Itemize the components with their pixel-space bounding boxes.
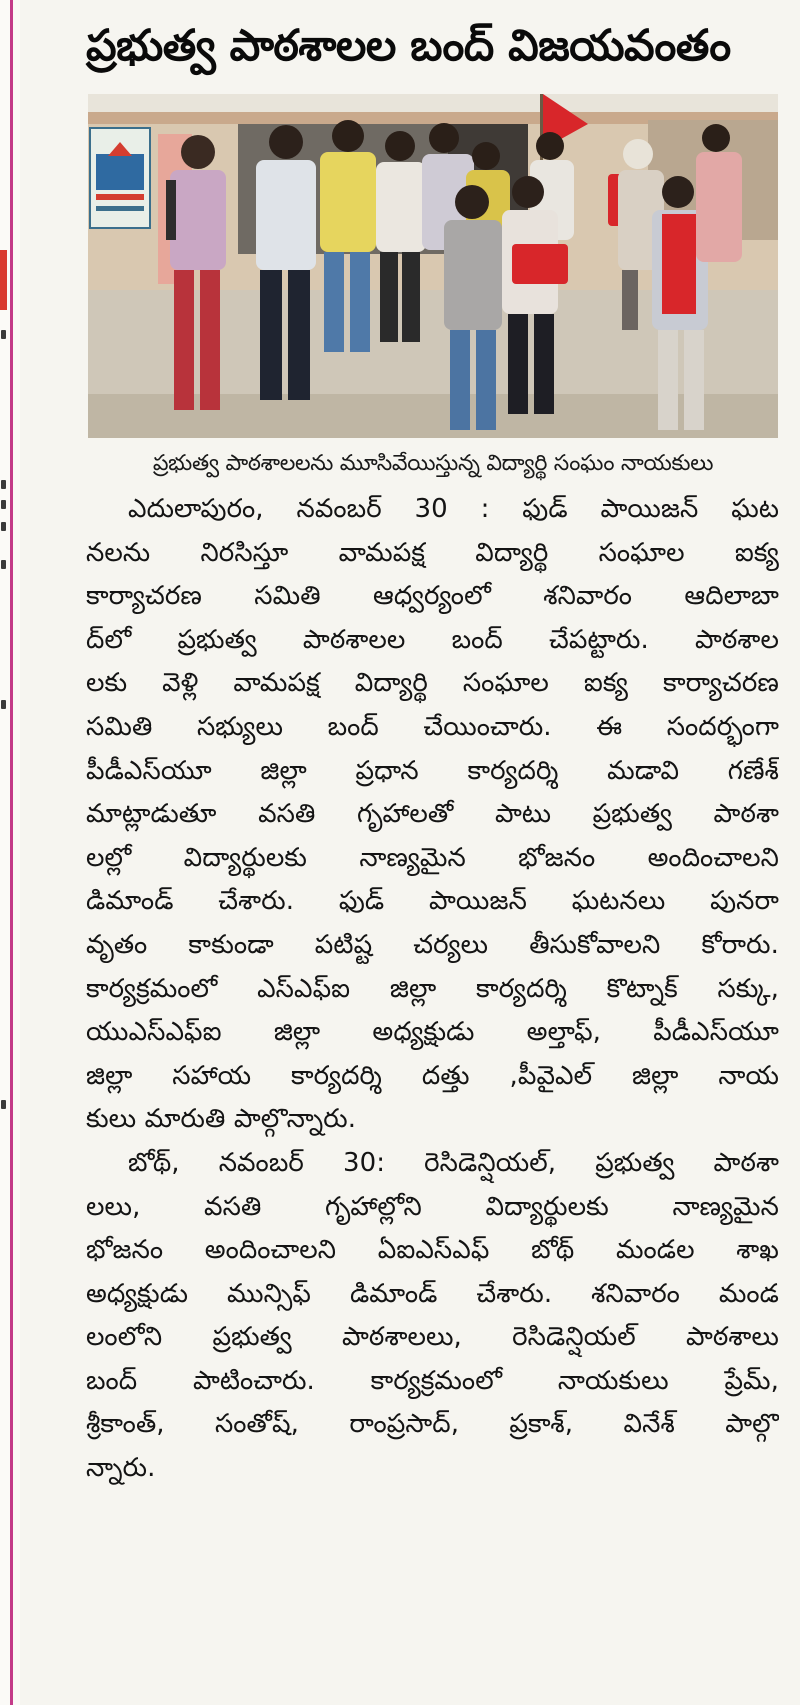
edge-red-mark xyxy=(0,250,7,310)
photo-illustration xyxy=(88,94,778,438)
body-line: డిమాండ్ చేశారు. ఫుడ్ పాయిజన్ ఘటనలు పునరా xyxy=(86,886,779,917)
body-line: పీడీఎస్‌యూ జిల్లా ప్రధాన కార్యదర్శి మడావి గణేశ్ xyxy=(86,755,779,786)
body-line: బోథ్, నవంబర్ 30: రెసిడెన్షియల్, ప్రభుత్వ పాఠశా xyxy=(128,1147,779,1178)
body-line: లకు వెళ్లి వామపక్ష విద్యార్థి సంఘాల ఐక్య కార్యాచరణ xyxy=(86,668,779,699)
news-photo xyxy=(88,94,778,438)
body-line: లంలోని ప్రభుత్వ పాఠశాలలు, రెసిడెన్షియల్ పాఠశాలు xyxy=(86,1322,779,1353)
body-line: ఎదులాపురం, నవంబర్ 30 : ఫుడ్ పాయిజన్ ఘట xyxy=(128,494,779,524)
edge-letter-fragment xyxy=(1,522,6,531)
body-line: జిల్లా సహాయ కార్యదర్శి దత్తు ,పీవైఎల్ జిల్లా నాయ xyxy=(86,1060,779,1091)
article-body xyxy=(86,488,779,1491)
body-line: లలు, వసతి గృహాల్లోని విద్యార్థులకు నాణ్యమైన xyxy=(86,1191,779,1222)
edge-letter-fragment xyxy=(1,560,6,569)
body-line: ద్‌లో ప్రభుత్వ పాఠశాలల బంద్ చేపట్టారు. పాఠశాల xyxy=(86,624,779,655)
body-line: న్నారు. xyxy=(86,1453,156,1484)
edge-letter-fragment xyxy=(1,1100,6,1109)
body-line: అధ్యక్షుడు మున్సిఫ్ డిమాండ్ చేశారు. శనివారం మండ xyxy=(86,1278,779,1309)
body-line: కులు మారుతి పాల్గొన్నారు. xyxy=(86,1104,357,1135)
body-line: కార్యాచరణ సమితి ఆధ్వర్యంలో శనివారం ఆదిలాబా xyxy=(86,581,779,612)
headline: ప్రభుత్వ పాఠశాలల బంద్ విజయవంతం xyxy=(86,21,731,71)
edge-letter-fragment xyxy=(1,500,6,509)
edge-letter-fragment xyxy=(1,700,6,709)
paragraph-edulapuram xyxy=(86,488,779,1142)
edge-letter-fragment xyxy=(1,330,6,339)
body-line: భోజనం అందించాలని ఏఐఎస్ఎఫ్ బోథ్ మండల శాఖ xyxy=(86,1235,779,1266)
body-line: సమితి సభ్యులు బంద్ చేయించారు. ఈ సందర్భంగా xyxy=(86,711,779,742)
edge-letter-fragment xyxy=(1,480,6,489)
news-clipping xyxy=(24,0,800,1705)
body-line: వృతం కాకుండా పటిష్ట చర్యలు తీసుకోవాలని కోరారు. xyxy=(86,929,779,960)
body-line: లల్లో విద్యార్థులకు నాణ్యమైన భోజనం అందించాలని xyxy=(86,842,779,873)
body-line: శ్రీకాంత్, సంతోష్, రాంప్రసాద్, ప్రకాశ్, వినేశ్ పాల్గొ xyxy=(86,1409,779,1440)
body-line: మాట్లాడుతూ వసతి గృహాలతో పాటు ప్రభుత్వ పాఠశా xyxy=(86,799,779,830)
body-line: కార్యక్రమంలో ఎస్‌ఎఫ్ఐ జిల్లా కార్యదర్శి కొట్నాక్ సక్కు, xyxy=(86,973,779,1004)
column-divider-rule xyxy=(10,0,13,1705)
body-line: యుఎస్‌ఎఫ్ఐ జిల్లా అధ్యక్షుడు అల్తాఫ్, పీడీఎస్‌యూ xyxy=(86,1017,779,1048)
photo-caption: ప్రభుత్వ పాఠశాలలను మూసివేయిస్తున్న విద్యార్థి సంఘం నాయకులు xyxy=(152,451,714,476)
body-line: బంద్ పాటించారు. కార్యక్రమంలో నాయకులు ప్రేమ్, xyxy=(86,1365,779,1396)
body-line: నలను నిరసిస్తూ వామపక్ష విద్యార్థి సంఘాల ఐక్య xyxy=(86,537,779,568)
paragraph-both xyxy=(86,1142,779,1491)
